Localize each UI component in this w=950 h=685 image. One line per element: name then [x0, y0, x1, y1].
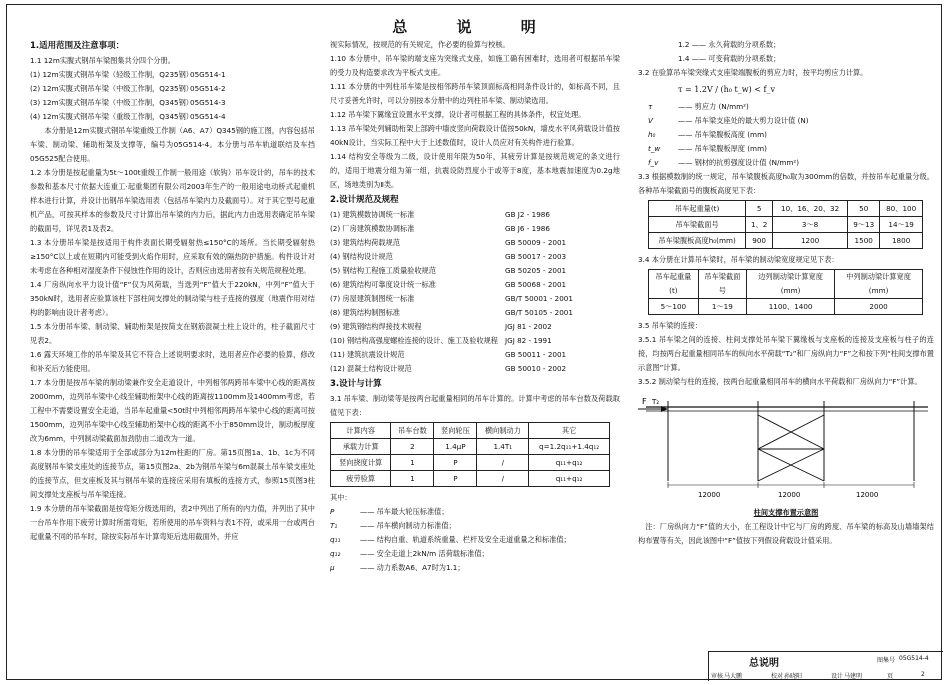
para-1-4: 1.4 厂房纵向水平力设计值“F”仅为风荷载，当选列“F”值大于220kN，中列“F”值大于350kN时，选用者应验算该柱下部柱间支撑处的制动梁与柱子连接的强度（地震作用对结构的影响由设计者考虑）。: [30, 280, 315, 317]
book-list: [30, 68, 315, 124]
spec-code: GB/T 50001 - 2001: [505, 294, 573, 303]
spec-name: (11) 建筑抗震设计规范: [330, 350, 405, 359]
para-1-13: 1.13 吊车梁处列辅助桁架上部跨中墙皮竖向荷载设计值按50kN，墙皮水平风荷载设计值按40kN设计，当实际工程中大于上述数值时，设计人员应对有关构件进行验算。: [330, 124, 620, 147]
table-header-row: [649, 270, 923, 299]
spec-name: (10) 钢结构高强度螺栓连接的设计、施工及验收规程: [330, 336, 498, 345]
tb-check-label: 校对: [771, 673, 784, 680]
diagram-caption: 柱间支撑布置示意图: [753, 508, 819, 517]
symbol: τ: [648, 102, 653, 111]
para-3-5-2: 3.5.2 制动梁与柱的连接，按两台起重量相同吊车的横向水平荷载和厂房纵向力“F”计算。: [638, 377, 922, 386]
para-3-1: 3.1 吊车梁、制动梁等是按两台起重量相同的吊车计算的。计算中考虑的吊车台数及荷载取值见下表：: [330, 394, 620, 417]
para-1-10: 1.10 本分册中，吊车梁的端支座为突缘式支座，如施工确有困难时，选用者可根据吊车梁的受力及构造要求改为平板式支座。: [330, 54, 620, 77]
symbol-desc: —— 钢材的抗剪强度设计值 (N/mm²): [678, 158, 800, 167]
spec-name: (6) 建筑结构可靠度设计统一标准: [330, 280, 436, 289]
book-code: 05G514-2: [190, 84, 226, 93]
tb-atlas-label: 图集号: [877, 657, 896, 664]
spec-name: (8) 建筑结构制图标准: [330, 308, 400, 317]
table-row: [649, 217, 923, 233]
symbol-item: [330, 561, 620, 575]
force-T-label: T₂: [652, 398, 660, 406]
spec-name: (2) 厂房建筑模数协调标准: [330, 224, 415, 233]
symbol: h₀: [648, 130, 656, 139]
symbol: q₁₂: [330, 549, 341, 558]
spec-code: GB 50011 - 2001: [505, 350, 567, 359]
symbol-item: [330, 547, 620, 561]
spec-item: [330, 334, 620, 348]
spec-code: JGJ 81 - 2002: [505, 322, 552, 331]
table-row: [331, 455, 610, 471]
spec-code: GB 50205 - 2001: [505, 266, 567, 275]
spec-code: GB 50068 - 2001: [505, 280, 567, 289]
shear-formula: τ = 1.2V / (h₀ t_w) < f_v: [678, 85, 775, 94]
para-1-1b: 本分册是12m实腹式钢吊车梁重级工作制（A6、A7）Q345钢的施工图，内容包括吊车梁、制动梁、辅助桁架及支撑等，编号为05G514-4。本分册与吊车轨道联结及车挡05G525配合使用。: [30, 126, 315, 163]
dim-label-2: 12000: [778, 491, 801, 499]
para-1-12: 1.12 吊车梁下翼缘宜设置水平支撑，设计者可根据工程的具体条件，权宜处理。: [330, 110, 586, 119]
table-header-cell: 吊车梁截面号: [698, 270, 746, 299]
table-cell: 5～100: [649, 299, 699, 315]
table-cell: 50: [848, 201, 880, 217]
symbol-desc: —— 吊车梁腹板厚度 (mm): [678, 144, 767, 153]
table-header-cell: 中列制动梁计算宽度(mm): [835, 270, 923, 299]
tb-review-label: 审核: [711, 673, 724, 680]
para-cont: 视实际情况，按规范的有关规定，作必要的验算与校核。: [330, 40, 510, 49]
symbol-desc: —— 结构自重、轨道系统重量、栏杆及安全走道重量之和标准值；: [360, 535, 571, 544]
symbol-item: [330, 533, 620, 547]
para-1-9: 1.9 本分册的吊车梁截面是按弯矩分级选用的，表2中列出了所有的内力值，并列出了其中一台吊车作用下疲劳计算时所需弯矩，若所使用的吊车资料与表1不符，或采用一台或两台起重量不同的吊车时，除按实际吊车计算弯矩后选用截面外，并应: [30, 504, 315, 541]
column-left: [30, 38, 315, 544]
spec-name: (9) 建筑钢结构焊接技术规程: [330, 322, 422, 331]
spec-name: (5) 钢结构工程施工质量验收规范: [330, 266, 436, 275]
symbol: q₁₁: [330, 535, 341, 544]
spec-name: (7) 房屋建筑制图统一标准: [330, 294, 415, 303]
table-cell: 1500: [848, 233, 880, 249]
table-header-cell: 横向制动力: [477, 423, 529, 439]
symbol-item: [648, 114, 934, 128]
section-heading-2: 2.设计规范及规程: [330, 195, 399, 205]
section-heading-1: 1.适用范围及注意事项：: [30, 41, 125, 51]
symbol-item: [330, 519, 620, 533]
table-cell: 吊车梁截面号: [649, 217, 746, 233]
tb-design-name: 马建明: [844, 673, 863, 680]
para-3-4: 3.4 本分册在计算吊车梁时，吊车梁的制动梁宽度规定见下表：: [638, 255, 839, 264]
para-3-2: 3.2 在验算吊车梁突缘式支座梁端腹板的剪应力时，按平均剪应力计算。: [638, 68, 868, 77]
table-cell: 3～8: [773, 217, 848, 233]
table-cell: P: [434, 455, 477, 471]
symbol: μ: [330, 563, 335, 572]
spec-list: [330, 208, 620, 376]
spec-code: JGJ 82 - 1991: [505, 336, 552, 345]
symbol-item: [648, 128, 934, 142]
symbol-desc: —— 吊车横向制动力标准值；: [360, 521, 456, 530]
table-cell: /: [477, 471, 529, 487]
symbol-item: [648, 142, 934, 156]
table-cell: P: [434, 471, 477, 487]
spec-item: [330, 278, 620, 292]
column-right: [638, 38, 934, 548]
book-item: [30, 96, 315, 110]
symbol: V: [648, 116, 653, 125]
table-cell: 80、100: [880, 201, 923, 217]
table-cell: 1200: [773, 233, 848, 249]
book-code: 05G514-4: [190, 112, 226, 121]
spec-item: [330, 250, 620, 264]
table-cell: 1～19: [698, 299, 746, 315]
table-cell: /: [477, 455, 529, 471]
symbol: t_w: [648, 144, 661, 153]
table-cell: q=1.2q₁₁+1.4q₁₂: [529, 439, 610, 455]
para-1-3: 1.3 本分册吊车梁是按适用于构件表面长期受辐射热≤150°C的场所。当长期受辐射热≥150°C以上或在短期内可能受到火焰作用时，应采取有效的隔热防护措施。构件设计对未考虑在各种相对湿度条件下侵蚀性作用的设计，否则应由选用者按有关规范规程处理。: [30, 238, 315, 275]
formula-symbols: [638, 100, 934, 170]
title-block: [708, 651, 943, 681]
spec-item: [330, 306, 620, 320]
symbol-item: [648, 156, 934, 170]
brake-width-table: [648, 269, 923, 315]
symbol: P: [330, 507, 335, 516]
table-cell: 900: [746, 233, 773, 249]
para-3-5-1: 3.5.1 吊车梁之间的连接、柱间支撑处吊车梁下翼缘板与支座板的连接及支座板与柱子的连接，均按两台起重量相同吊车的纵向水平荷载“T₂”和厂房纵向力“F”之和按下列“柱间支撑布置示意图”计算。: [638, 335, 934, 372]
book-label: (3) 12m实腹式钢吊车梁（中级工作制，Q345钢）: [30, 98, 193, 107]
table-header-cell: 吊车起重量(t): [649, 270, 699, 299]
table-cell: 1: [391, 471, 434, 487]
spec-item: [330, 320, 620, 334]
table-cell: 承载力计算: [331, 439, 391, 455]
symbol-desc: —— 吊车最大轮压标准值；: [360, 507, 449, 516]
spec-item: [330, 208, 620, 222]
symbol-item: [648, 100, 934, 114]
spec-name: (3) 建筑结构荷载规范: [330, 238, 400, 247]
coef-line-2: 1.4 —— 可变荷载的分项系数；: [678, 54, 781, 63]
spec-item: [330, 222, 620, 236]
tb-title: 总说明: [749, 658, 779, 669]
spec-code: GB 50010 - 2002: [505, 364, 567, 373]
spec-code: GB 50009 - 2001: [505, 238, 567, 247]
spec-name: (4) 钢结构设计规范: [330, 252, 393, 261]
table-row: [649, 299, 923, 315]
tb-page-label: 页: [887, 673, 894, 680]
coef-line-1: 1.2 —— 永久荷载的分项系数；: [678, 40, 781, 49]
symbol-list: [330, 505, 620, 575]
symbol-desc: —— 动力系数A6、A7时为1.1；: [360, 563, 465, 572]
symbol-desc: —— 吊车梁腹板高度 (mm): [678, 130, 767, 139]
table-row: [649, 233, 923, 249]
spec-item: [330, 292, 620, 306]
tb-check-name: 孙晓阳: [784, 673, 803, 680]
table-cell: 竖向挠度计算: [331, 455, 391, 471]
table-header-cell: 计算内容: [331, 423, 391, 439]
para-3-5: 3.5 吊车梁的连接：: [638, 321, 703, 330]
tb-design-label: 设计: [831, 673, 844, 680]
web-height-table: [648, 200, 923, 249]
para-1-2: 1.2 本分册是按起重量为5t～100t重级工作制一般用途（软钩）吊车设计的，吊车的技术参数和基本尺寸依据大连重工·起重集团有限公司2003年生产的一般用途电动桥式起重机样本进行计算，并设计出钢吊车梁选用表（包括吊车梁内力及截面号）。对于其它型号起重机产品，可按其样本的参数及尺寸计算出吊车梁的内力后，据此内力由选用表确定吊车梁的截面号，详见表1及表2。: [30, 168, 315, 233]
spec-name: (12) 混凝土结构设计规范: [330, 364, 412, 373]
spec-code: GB 50017 - 2003: [505, 252, 567, 261]
tb-atlas-no: 05G514-4: [899, 655, 929, 662]
table-cell: 10、16、20、32: [773, 201, 848, 217]
diagram-note: 注：厂房纵向力“F”值的大小，在工程设计中它与厂房的跨度、吊车梁的标高及山墙墙架结构布置等有关，因此该图中“F”值按下列假设荷载设计值采用。: [638, 522, 934, 545]
tb-review-name: 马大鹏: [724, 673, 743, 680]
spec-item: [330, 264, 620, 278]
table-cell: 吊车起重量(t): [649, 201, 746, 217]
spec-item: [330, 236, 620, 250]
table-cell: 疲劳验算: [331, 471, 391, 487]
symbol-desc: —— 安全走道上2kN/m 活荷载标准值；: [360, 549, 489, 558]
table-cell: 1: [391, 455, 434, 471]
load-table: [330, 422, 610, 487]
table-row: [649, 201, 923, 217]
bracing-diagram: [638, 393, 934, 501]
table-cell: 1.4T₁: [477, 439, 529, 455]
dim-label-3: 12000: [856, 491, 879, 499]
page-title: 总 说 明: [392, 18, 558, 36]
table-row: [331, 471, 610, 487]
symbol: T₁: [330, 521, 338, 530]
para-1-14: 1.14 结构安全等级为二级，设计使用年限为50年，其疲劳计算是按规范规定的条文进行的，适用于地震分组为第一组，抗震设防烈度小于或等于8度，基本地震加速度为0.2g地区，场地类别为Ⅱ类。: [330, 152, 620, 189]
table-cell: 5: [746, 201, 773, 217]
table-cell: 1100、1400: [747, 299, 835, 315]
table-header-cell: 吊车台数: [391, 423, 434, 439]
table-cell: 1.4μP: [434, 439, 477, 455]
spec-item: [330, 362, 620, 376]
table-cell: q₁₁+q₁₂: [529, 471, 610, 487]
spec-code: GB J6 - 1986: [505, 224, 550, 233]
table-cell: 2: [391, 439, 434, 455]
book-item: [30, 82, 315, 96]
para-3-3: 3.3 根据模数制的统一规定，吊车梁腹板高度h₀取为300mm的倍数，并按吊车起重量分级。各种吊车梁截面号的腹板高度见下表：: [638, 172, 934, 195]
table-cell: 1800: [880, 233, 923, 249]
table-header-cell: 边列制动梁计算宽度(mm): [747, 270, 835, 299]
table-cell: 2000: [835, 299, 923, 315]
spec-name: (1) 建筑模数协调统一标准: [330, 210, 415, 219]
table-header-cell: 竖向轮压: [434, 423, 477, 439]
book-item: [30, 110, 315, 124]
book-label: (1) 12m实腹式钢吊车梁（轻级工作制，Q235钢）: [30, 70, 193, 79]
para-1-8: 1.8 本分册的吊车梁适用于全部或部分为12m柱距的厂房。第15页图1a、1b、1c为不同高度钢吊车梁支座处的连接节点，第15页图2a、2b为钢吊车梁与6m混凝土吊车梁支座处的连接节点，但支座板及其与钢吊车梁的连接应采用有填板的连接方式，参照15页图3柱间支撑处支座板与吊车梁连接。: [30, 448, 315, 499]
table-row: [331, 439, 610, 455]
table-cell: 1、2: [746, 217, 773, 233]
table-cell: 14～19: [880, 217, 923, 233]
section-heading-3: 3.设计与计算: [330, 379, 382, 389]
book-label: (4) 12m实腹式钢吊车梁（重级工作制，Q345钢）: [30, 112, 193, 121]
dim-label-1: 12000: [698, 491, 721, 499]
para-1-7: 1.7 本分册是按吊车梁的制动梁兼作安全走道设计，中列相邻两跨吊车梁中心线的距离按2000mm，边列吊车梁中心线至辅助桁架中心线的距离按1100mm及1400mm考虑，若工程中不需要设置安全走道，当吊车起重量<50t时中列相邻两跨吊车梁中心线的距离可按1500mm，边列吊车梁中心线至辅助桁架中心线的距离不小于850mm设计，制动板厚度改为6mm，中列制动梁截面加劲肋由二道改为一道。: [30, 378, 315, 443]
book-item: [30, 68, 315, 82]
para-1-11: 1.11 本分册的中列柱吊车梁是按相邻跨吊车梁顶面标高相同条件设计的，如标高不同，且尺寸妥善允许时，可以分别按本分册中的边列柱吊车梁、制动梁选用。: [330, 82, 620, 105]
table-header-cell: 其它: [529, 423, 610, 439]
spec-code: GB J2 - 1986: [505, 210, 550, 219]
book-code: 05G514-1: [190, 70, 226, 79]
table-cell: 吊车梁腹板高度h₀(mm): [649, 233, 746, 249]
para-1-5: 1.5 本分册吊车梁、制动梁、辅助桁架是按简支在钢筋混凝土柱上设计的，柱子截面尺寸见表2。: [30, 322, 315, 345]
tb-page-no: 2: [921, 671, 925, 678]
spec-item: [330, 348, 620, 362]
force-F-label: F: [642, 397, 647, 406]
para-1-6: 1.6 露天环境工作的吊车梁及其它不符合上述说明要求时，选用者应作必要的验算，修改和补充后方能使用。: [30, 350, 315, 373]
where-label: 其中：: [330, 493, 352, 502]
spec-code: GB/T 50105 - 2001: [505, 308, 573, 317]
table-cell: 9～13: [848, 217, 880, 233]
symbol-desc: —— 吊车梁支座处的最大剪力设计值 (N): [678, 116, 809, 125]
symbol-item: [330, 505, 620, 519]
table-header-row: [331, 423, 610, 439]
symbol-desc: —— 剪应力 (N/mm²): [678, 102, 749, 111]
para-1-1: 1.1 12m实腹式钢吊车梁图集共分四个分册。: [30, 56, 175, 65]
symbol: f_v: [648, 158, 659, 167]
column-middle: [330, 38, 620, 575]
book-label: (2) 12m实腹式钢吊车梁（中级工作制，Q235钢）: [30, 84, 193, 93]
book-code: 05G514-3: [190, 98, 226, 107]
table-cell: q₁₁+q₁₂: [529, 455, 610, 471]
